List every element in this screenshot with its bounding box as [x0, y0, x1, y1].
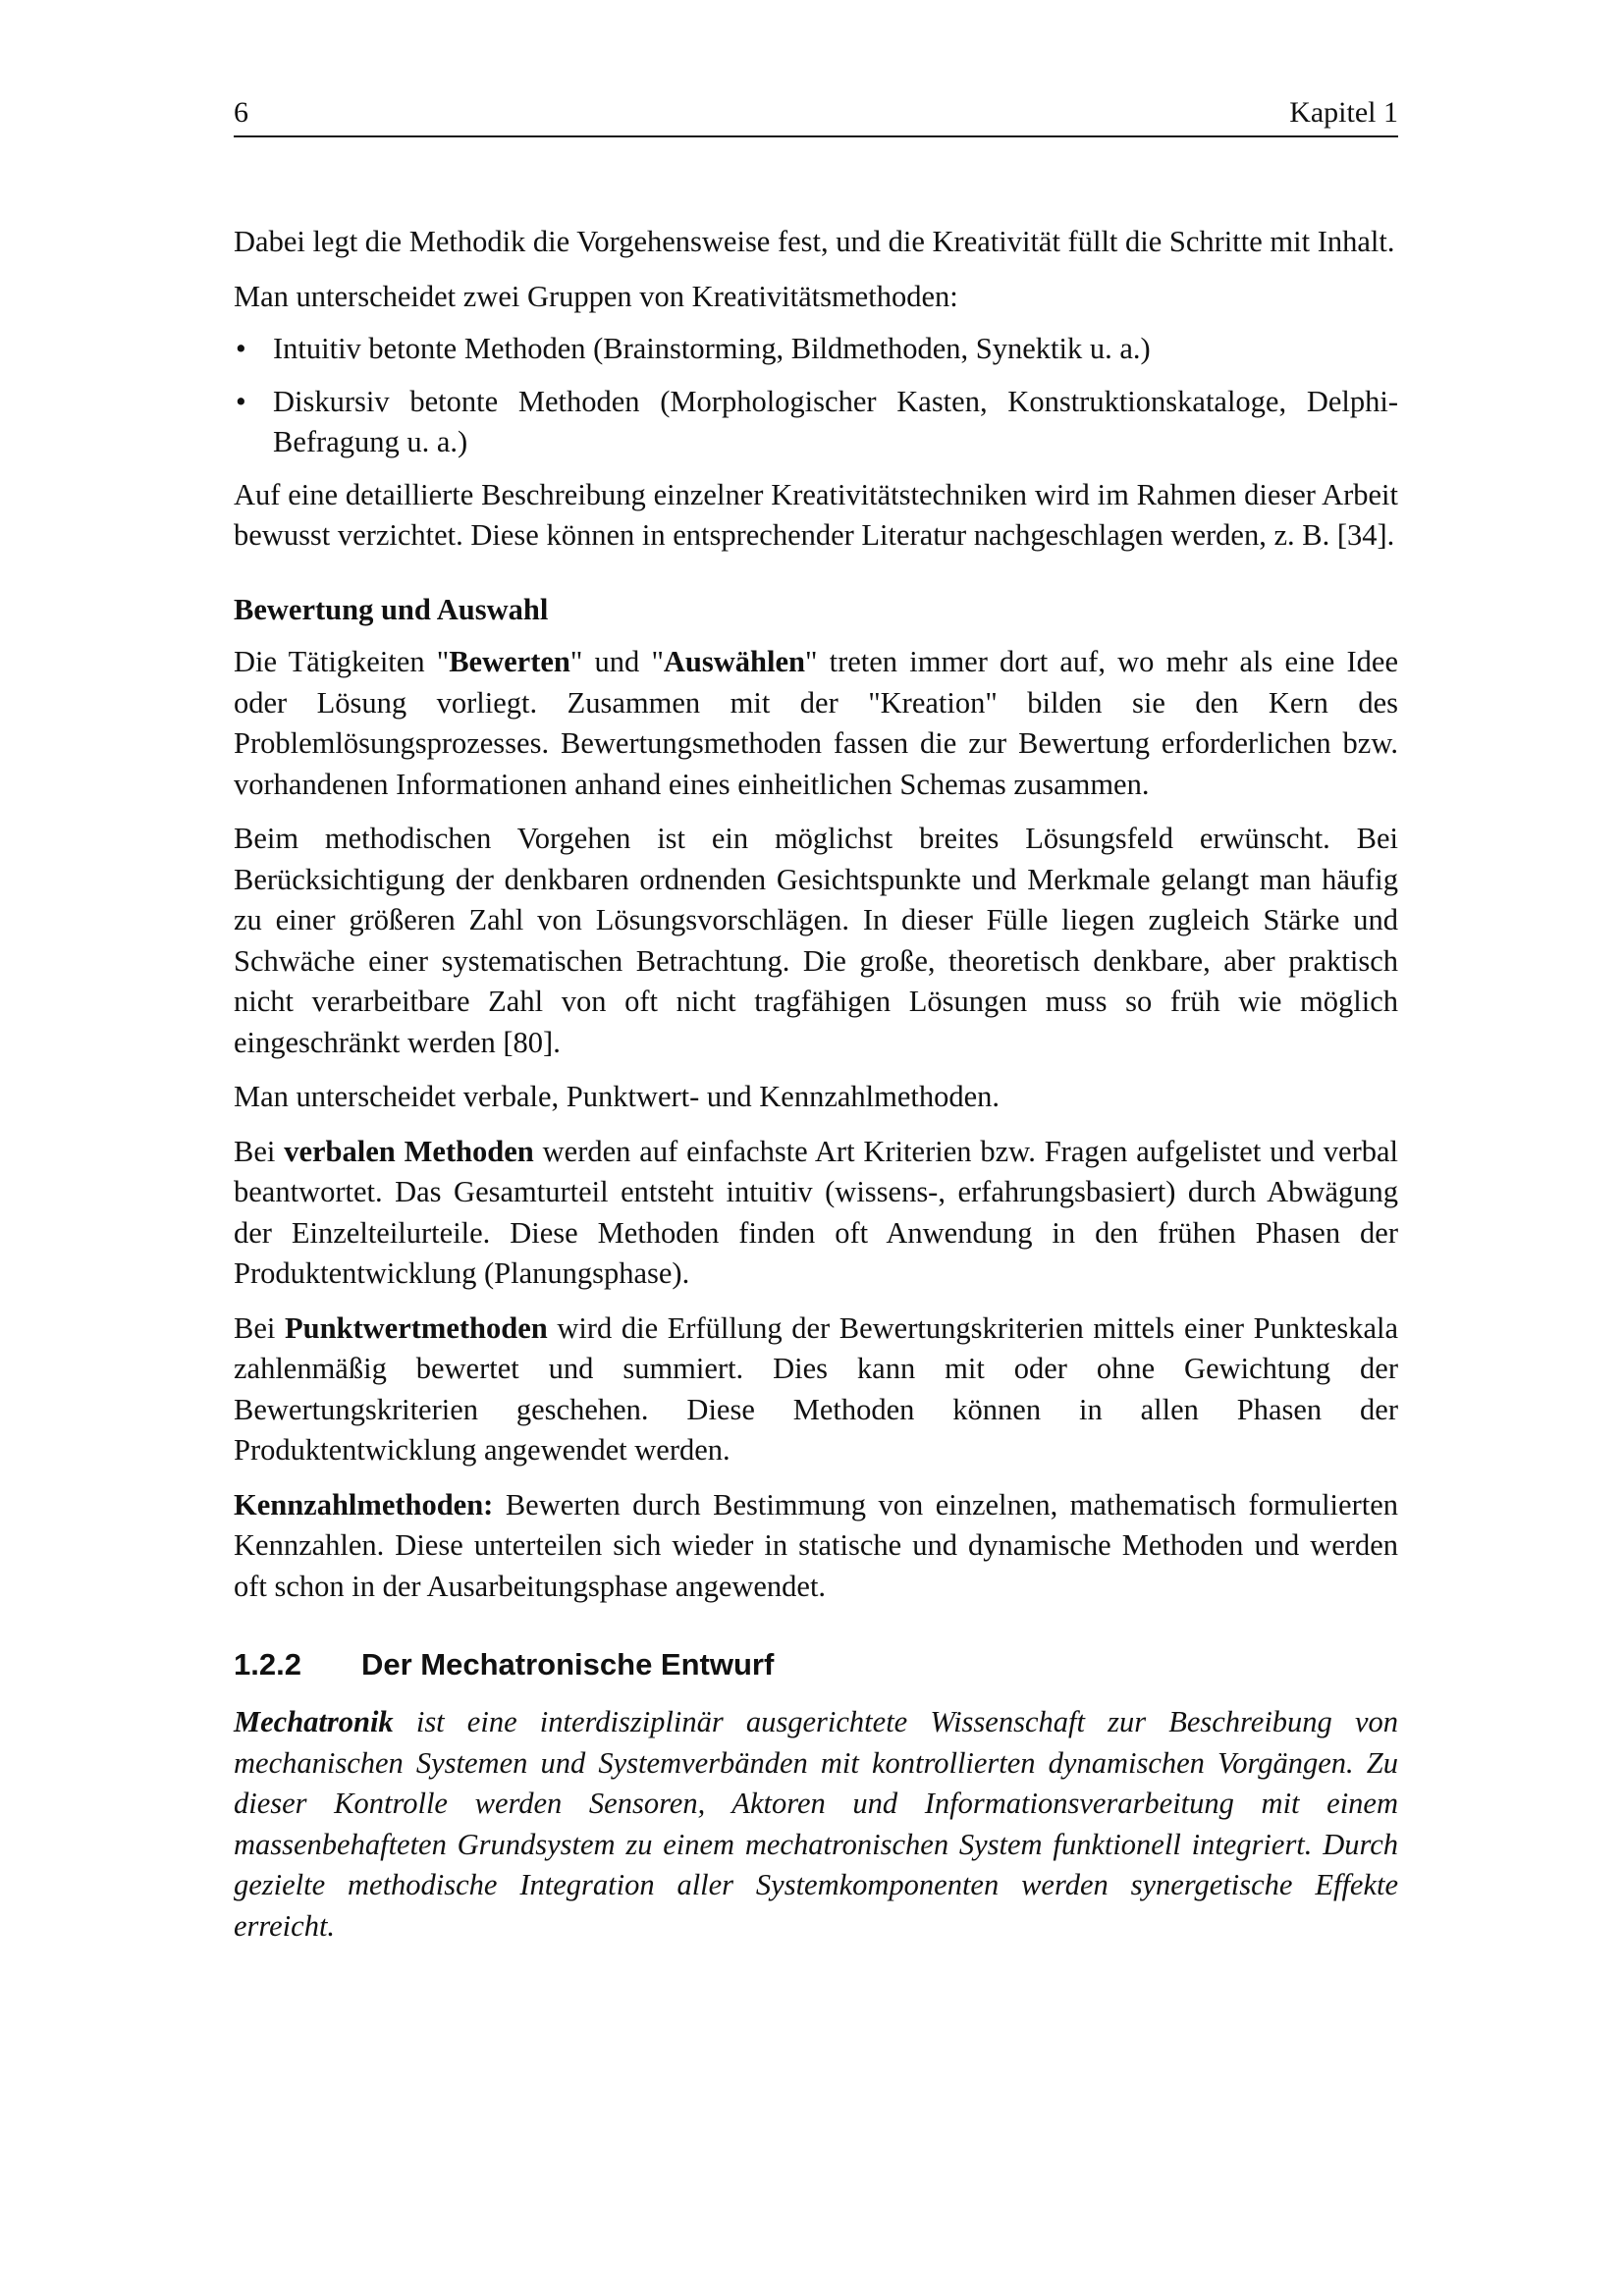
definition-mechatronik — [234, 1702, 1398, 1947]
bullet-icon: • — [236, 384, 246, 418]
bold-term: Mechatronik — [234, 1705, 394, 1738]
text-run: Bei — [234, 1310, 285, 1345]
paragraph-taetigkeiten — [234, 642, 1398, 805]
text-run: Bei — [234, 1134, 285, 1168]
paragraph-verbale-methoden — [234, 1132, 1398, 1295]
list-item — [234, 382, 1398, 463]
text-run: Bewerten durch Bestimmung von einzelnen, mathematisch formulierten Kennzahlen. Diese unterteilen sich wieder in statische und dynamische Methoden und werden oft schon in der Ausarbeitungsphase angewendet. — [234, 1487, 1398, 1603]
chapter-label: Kapitel 1 — [1289, 96, 1398, 129]
paragraph-kennzahlmethoden — [234, 1485, 1398, 1608]
bold-term: Punktwertmethoden — [284, 1310, 548, 1345]
bullet-icon: • — [236, 332, 246, 365]
section-title: Der Mechatronische Entwurf — [361, 1647, 775, 1682]
paragraph-gruppen: Man unterscheidet zwei Gruppen von Kreativitätsmethoden: — [234, 279, 958, 313]
text-run: Die Tätigkeiten " — [234, 645, 450, 678]
subheading-bewertung: Bewertung und Auswahl — [234, 592, 549, 626]
page-number: 6 — [234, 96, 248, 129]
bold-term: Bewerten — [449, 645, 570, 678]
paragraph-methodik: Dabei legt die Methodik die Vorgehensweise fest, und die Kreativität füllt die Schritte mit Inhalt. — [234, 225, 1395, 258]
bold-term: Auswählen — [663, 645, 805, 678]
bold-term: verbalen Methoden — [284, 1134, 534, 1168]
paragraph-methodenarten: Man unterscheidet verbale, Punktwert- und Kennzahlmethoden. — [234, 1080, 1001, 1113]
text-run: ist eine interdisziplinär ausgerichtete Wissenschaft zur Beschreibung von mechanischen Systemen und Systemverbänden mit kontrollierten dynamischen Vorgängen. Zu dieser Kontrolle werden Sensoren, Aktoren und Informationsverarbeitung mit einem massenbehafteten Grundsystem zu einem mechatronischen System funktionell integriert. Durch gezielte methodische Integration aller Systemkomponenten werden synergetische Effekte erreicht. — [234, 1705, 1398, 1943]
bold-term: Kennzahlmethoden: — [234, 1487, 494, 1522]
page-header — [234, 90, 1398, 137]
text-run: " treten immer dort auf, wo mehr als eine Idee oder Lösung vorliegt. Zusammen mit der "Kreation" bilden sie den Kern des Problemlösungsprozesses. Bewertungsmethoden fassen die zur Bewertung erforderlichen bzw. vorhandenen Informationen anhand eines einheitlichen Schemas zusammen. — [234, 645, 1399, 801]
text-run: wird die Erfüllung der Bewertungskriterien mittels einer Punkteskala zahlenmäßig bewertet und summiert. Dies kann mit oder ohne Gewichtung der Bewertungskriterien geschehen. Diese Methoden können in allen Phasen der Produktentwicklung angewendet werden. — [234, 1310, 1399, 1467]
body-text — [234, 222, 1398, 1960]
section-number: 1.2.2 — [234, 1647, 301, 1682]
text-run: " und " — [569, 645, 664, 678]
bullet-list — [234, 329, 1398, 463]
list-item — [234, 329, 1398, 370]
paragraph-loesungsfeld: Beim methodischen Vorgehen ist ein möglichst breites Lösungsfeld erwünscht. Bei Berücksichtigung der denkbaren ordnenden Gesichtspunkte und Merkmale gelangt man häufig zu einer größeren Zahl von Lösungsvorschlägen. In dieser Fülle liegen zugleich Stärke und Schwäche einer systematischen Betrachtung. Die große, theoretisch denkbare, aber praktisch nicht verarbeitbare Zahl von oft nicht tragfähigen Lösungen muss so früh wie möglich eingeschränkt werden [80]. — [234, 822, 1398, 1059]
list-item-text: Intuitiv betonte Methoden (Brainstorming, Bildmethoden, Synektik u. a.) — [273, 332, 1151, 365]
paragraph-literatur: Auf eine detaillierte Beschreibung einzelner Kreativitätstechniken wird im Rahmen dieser Arbeit bewusst verzichtet. Diese können in entsprechender Literatur nachgeschlagen werden, z. B. [34]. — [234, 477, 1398, 552]
section-heading — [234, 1644, 1398, 1684]
list-item-text: Diskursiv betonte Methoden (Morphologischer Kasten, Konstruktionskataloge, Delphi-Befragung u. a.) — [273, 384, 1398, 458]
paragraph-punktwertmethoden — [234, 1308, 1398, 1471]
text-run: werden auf einfachste Art Kriterien bzw. Fragen aufgelistet und verbal beantwortet. Das Gesamturteil entsteht intuitiv (wissens-, erfahrungsbasiert) durch Abwägung der Einzelteilurteile. Diese Methoden finden oft Anwendung in den frühen Phasen der Produktentwicklung (Planungsphase). — [234, 1134, 1399, 1290]
